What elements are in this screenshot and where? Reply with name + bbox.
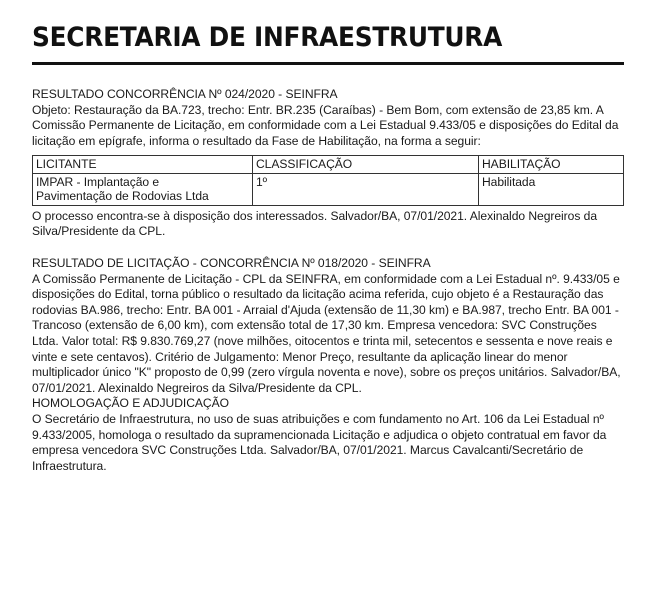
section2-title: RESULTADO DE LICITAÇÃO - CONCORRÊNCIA Nº 018/2020 - SEINFRA (32, 256, 431, 271)
section1-title: RESULTADO CONCORRÊNCIA Nº 024/2020 - SEINFRA (32, 87, 338, 101)
results-table (32, 155, 624, 206)
table-header-licitante: LICITANTE (33, 156, 253, 174)
section1-footer: O processo encontra-se à disposição dos interessados. Salvador/BA, 07/01/2021. Alexinaldo Negreiros da Silva/Presidente da CPL. (32, 208, 597, 239)
table-row (33, 173, 624, 205)
cell-classificacao: 1º (253, 173, 479, 205)
page-title: SECRETARIA DE INFRAESTRUTURA (32, 22, 503, 53)
table-header-row (33, 156, 624, 174)
section-spacer (32, 240, 624, 256)
table-header-habilitacao: HABILITAÇÃO (479, 156, 624, 174)
cell-habilitacao: Habilitada (479, 173, 624, 205)
table-header-classificacao: CLASSIFICAÇÃO (253, 156, 479, 174)
title-divider (32, 62, 624, 65)
section3-paragraph: O Secretário de Infraestrutura, no uso de suas atribuições e com fundamento no Art. 106 da Lei Estadual nº 9.433/2005, homologa o resultado da supramencionada Licitação e adjudica o objeto contratual em favor da empresa vencedora SVC Construções Ltda. Salvador/BA, 07/01/2021. Marcus Cavalcanti/Secretário de Infraestrutura. (32, 412, 607, 473)
cell-licitante: IMPAR - Implantação e Pavimentação de Rodovias Ltda (33, 173, 253, 205)
section3-title: HOMOLOGAÇÃO E ADJUDICAÇÃO (32, 396, 229, 411)
document-body (32, 87, 624, 474)
section2-paragraph: A Comissão Permanente de Licitação - CPL da SEINFRA, em conformidade com a Lei Estadual nº. 9.433/05 e disposições do Edital, torna público o resultado da licitação acima referida, cujo objeto é a Restauração das rodovias BA.986, trecho: Entr. BA 001 - Arraial d'Ajuda (extensão de 11,30 km) e BA.987, trecho Entr. BA 001 - Trancoso (extensão de 6,00 km), com extensão total de 17,30 km. Empresa vencedora: SVC Construções Ltda. Valor total: R$ 9.830.769,27 (nove milhões, oitocentos e trinta mil, setecentos e sessenta e nove reais e vinte e sete centavos). Critério de Julgamento: Menor Preço, resultante da aplicação linear do menor multiplicador único "K" proposto de 0,99 (zero vírgula noventa e nove), sobre os preços unitários. Salvador/BA, 07/01/2021. Alexinaldo Negreiros da Silva/Presidente da CPL. (32, 271, 621, 395)
section1-paragraph: Objeto: Restauração da BA.723, trecho: Entr. BR.235 (Caraíbas) - Bem Bom, com extensão de 23,85 km. A Comissão Permanente de Licitação, em conformidade com a Lei Estadual 9.433/05 e disposições do Edital da licitação em epígrafe, informa o resultado da Fase de Habilitação, na forma a seguir: (32, 102, 619, 148)
